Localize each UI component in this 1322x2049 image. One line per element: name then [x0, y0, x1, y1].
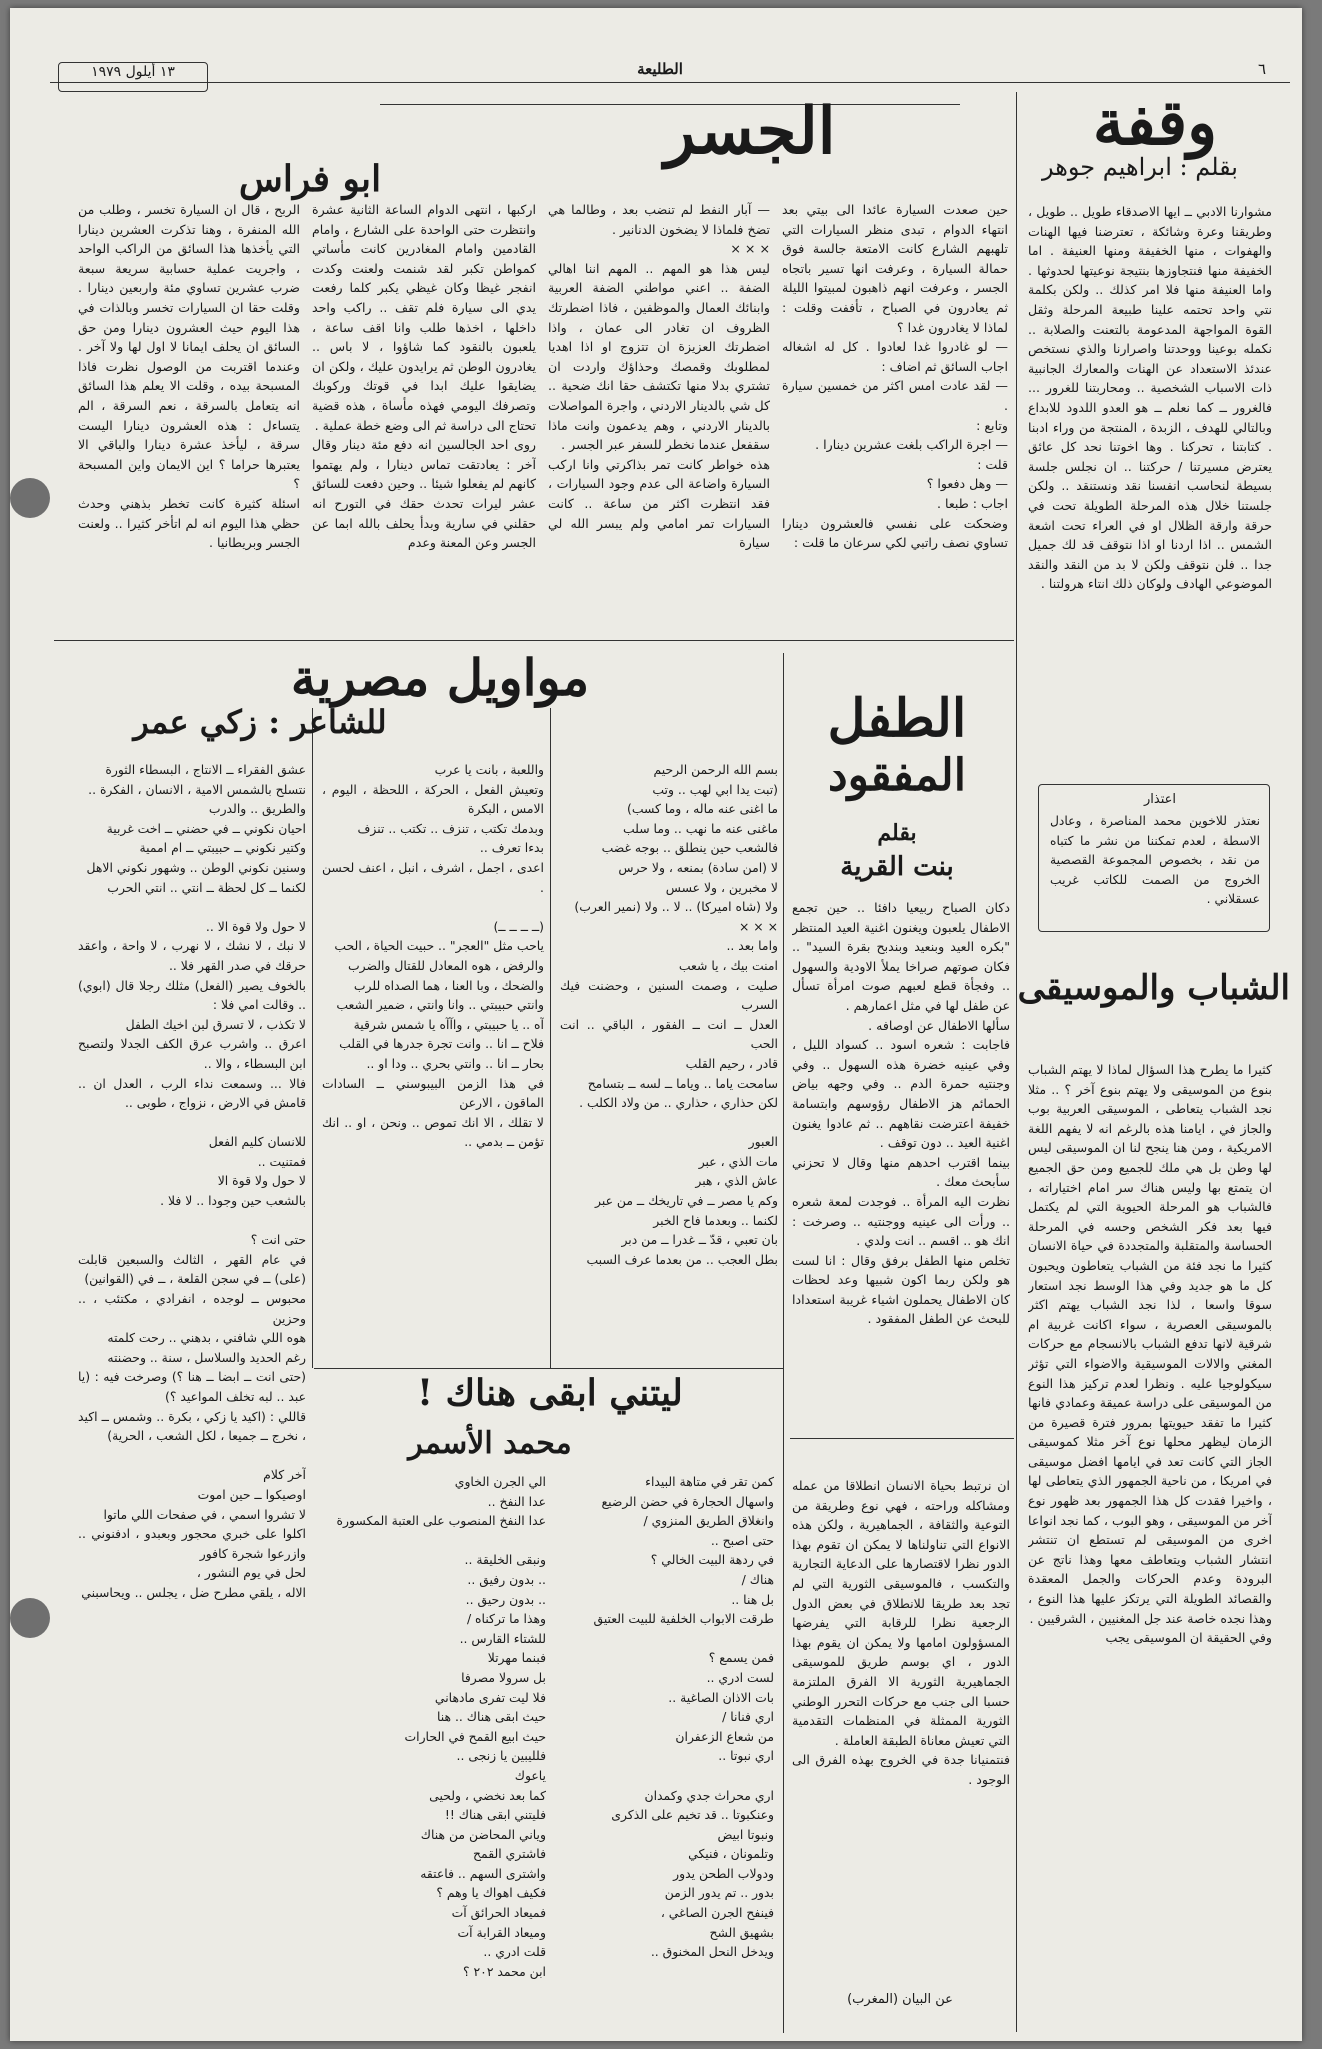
column-rule	[1016, 92, 1017, 2032]
mawawil-column-3: عشق الفقراء ــ الانتاج ، البسطاء الثورة نتسلح بالشمس الامية ، الانسان ، الفكرة .. والطريق .. والدرب احيان نكوني ــ في حضني ــ اخت غربية وكتير نكوني ــ حبيبتي ــ ام اممية وسنين نكوني الوطن .. وشهور نكوني الاهل لكنما ــ كل لحظة ــ انتي .. انتي الحرب لا حول ولا قوة الا .. لا نبك ، لا نشك ، لا نهرب ، لا واحة ، واعقد حرقك في صدر القهر فلا .. بالخوف يصير (الفعل) مثلك رجلا قال (ابوي) .. وقالت امي فلا : لا تكذب ، لا تسرق لبن اخيك الطفل اعرق .. واشرب عرق الكف الجدلا ولتصبح ابن البسطاء ، والا .. فالا ... وسمعت نداء الرب ، العدل ان .. قامش في الارض ، نزواج ، طوبى .. للانسان كليم الفعل فمتنيت .. لا حول ولا قوة الا بالشعب حين وجودا .. لا فلا . حتى انت ؟ في عام القهر ، الثالث والسبعين قابلت (على) ــ في سجن القلعة ، ــ في (القوانين) محبوس ــ لوجده ، انفرادي ، مكتئب ، .. وحزين هوه اللي شافني ، بدهني .. رحت كلمته رغم الحديد والسلاسل ، سنة .. وحضنته (حتى انت ــ ابضا ــ هنا ؟) وصرخت فيه : (يا عبد .. لبه تخلف المواعيد ؟) قاللي : (اكيد يا زكي ، بكرة .. وشمس ــ اكيد ، نخرج ــ جميعا ، لكل الشعب ، الحرية) آخر كلام اوصيكوا ــ حين اموت لا تشروا اسمي ، في صفحات اللي ماتوا اكلوا على خبري محجور وبعبدو ، ادفنوني .. وازرعوا شجرة كافور لحل في يوم النشور ، الاله ، يلقي مطرح ضل ، يجلس .. ويحاسبني	[78, 762, 306, 1600]
date-box	[58, 62, 208, 92]
column-rule	[783, 653, 784, 2033]
mawawil-column-2: واللعبة ، بانت يا عرب وتعيش الفعل ، الحركة ، اللحظة ، اليوم ، الامس ، البكرة وبدمك تكتب ، تنزف .. تكتب .. تنزف بدءا تعرف .. اعدى ، اجمل ، اشرف ، انبل ، اعنف لحسن . (ــ ــ ــ ــ) ياحب مثل "العجر" .. حبيت الحياة ، الحب والرفض ، هوه المعادل للقتال والضرب والضحك ، وبا العنا ، هما الصداه للرب وانتي حبيبتي .. وانا وانتي ، ضمير الشعب آه .. يا حبيبتي ، واآآه يا شمس شرقية فلاح ــ انا .. وانت تجرة جدرها في القلب بحار ــ انا .. وانتي بحري .. ودا او .. في هذا الزمن البيبوسني ــ السادات الماقون ، الارعن لا تقلك ، الا انك تموص .. ونحن ، او .. انك تؤمن ــ بدمي ..	[322, 762, 544, 1150]
music-body: كثيرا ما يطرح هذا السؤال لماذا لا يهتم الشباب بنوع من الموسيقى ولا يهتم بنوع آخر ؟ .. مثلا نجد الشباب يتعاطى ، الموسيقى العربية بوب والجاز في ، ايامنا هذه بالرغم انه لا يفهم اللغة الامريكية ، ومن هنا ينجح لنا ان الموسيقى ليس لها وطن بل هي ملك للجميع ومن حق الجميع ان يتمتع بها وليس هناك سر امام اختياراته ، فالشباب هو المرحلة الحيوية التي لم يكتمل فيها بعد فكر الشخص وحسه في المرحلة الحساسة والمتقلبة والمتجددة في حياة الانسان كثيرا ما نجد فئة من الشباب يتعاطون ويحبون كل ما هو جديد وفي هذا الوسط نجد استعار سوقا واسعا ، لذا نجد الشباب يهتم اكثر بالموسيقى العصرية ، سواء اكانت غربية ام شرقية لانها تدفع الشباب بالانسجام مع حركات المغني والالات الموسيقية والاضواء التي تؤثر سيكولوجيا عليه . ونظرا لعدم تركيز هذا النوع من الموسيقى على دراسة عميقة وعمادي فانها كثيرا ما تفقد حيويتها بمرور فترة قصيرة من الزمان ليظهر محلها نوع آخر مثلا كموسيقى الجاز التي كانت تعد في ايامها افضل موسيقى في امريكا ، من ناحية الجمهور الذي يتعاطى لها ، واخيرا فقدت كل هذا الجمهور بعد ظهور نوع آخر من الموسيقى ، وهو البوب ، كما نجد انواعا اخرى من الموسيقى لم تستطع ان تنتشر انتشار الشباب ويتعاطف معها وهذا ناتج عن البرودة وعدم الحركات والجمل المعقدة والقصائد الطويلة التي يرتكز عليها هذا النوع ، وهذا نجده خاصة عند جل المغنيين ، الشرقيين . وفي الحقيقة ان الموسيقى يجب	[1028, 1062, 1272, 1646]
lost-child-title-line-1: الطفل	[827, 688, 967, 749]
bridge-column-2: — آبار النفط لم تنضب بعد ، وطالما هي تضخ فلماذا لا يضخون الدنانير . × × × ليس هذا هو المهم .. المهم اننا اهالي الضفة .. اعني مواطني الضفة العربية وابنائك العمال والموظفين ، فاذا اضطرتك الظروف ان تغادر الى عمان ، واذا اضطرتك العزيزة ان تتزوج او اذا اهديا لمطلوبك وقمصك وحذاؤك واردت ان تشتري بدلا منها تكتشف حقا انك ضحية .. كل شي بالدينار الاردني ، واجرة المواصلات بالدينار الاردني ، وهم يدعمون وانت ماذا سقفعل عندما نخطر للسفر عبر الجسر . هذه خواطر كانت تمر بذاكرتي وانا اركب السيارة واضاعة الى عدم وجود السيارات ، فقد انتظرت اكثر من ساعة .. كانت السيارات تمر امامي ولم يبسر الله لي سيارة	[548, 202, 770, 551]
section-rule	[790, 1438, 1014, 1439]
waqfa-body: مشوارنا الادبي ــ ايها الاصدقاء طويل .. طويل ، وطريقنا وعرة وشائكة ، تعترضنا فيها الهنات والهفوات ، منها الخفيفة ومنها العنيفة . اما الخفيفة منها فنتجاوزها بنتيجة نوعيتها لحدوثها . واما العنيفة منها فلا امر كذلك .. ولكن بكلمة نتي واحد تحتمه علينا طبيعة المرحلة وثقل القوة المواجهة المدعومة بالتعنت والصلابة .. نكمله بوعينا ووحدتنا واصرارنا والذي نستخص عندئذ الاستعداد عن الهنات والمعارك الجانبية ذات الاسباب الشخصية .. ومحاربتنا للغرور ... فالغرور ــ كما نعلم ــ هو العدو اللدود للابداع وبالتالي للهدف ، الزبدة ، المنتجة من وراء ادبنا . كتابتنا ، تحركنا . وها اخوتنا نحد كل عائق يعترض مسيرتنا / حركتنا .. ان نجلس جلسة بسيطة لنحاسب انفسنا نقد ونستنقد .. ولكن جلستنا خلال هذه المرحلة الطويلة تحت في حرقة وارقة الظلال او في العراء تحت اشعة الشمس .. اذا اردنا او اذا نتوقف قد لك جميل جدا .. فلن نتوقف ولكن لا بد من النقد والنقد الموضوعي الهادف ولوكان ذلك انتاء هرولتنا .	[1028, 204, 1272, 592]
lost-child-title-line-2: المفقود	[828, 750, 966, 801]
apology-body: نعتذر للاخوين محمد المناصرة ، وعادل الاسطة ، لعدم تمكننا من نشر ما كتباه من نقد ، بخصوص المجموعة القصصية الخروج من الصمت للكاتب غريب عسقلاني .	[1050, 814, 1260, 907]
waqfa-byline: بقلم : ابراهيم جوهر	[1042, 153, 1238, 181]
poem-column-1: كمن تقر في متاهة البيداء واسهال الحجارة في حضن الرضيع وانغلاق الطريق المنزوي / حتى اصبح .. في ردهة البيت الخالي ؟ هناك / بل هنا .. طرقت الابواب الخلفية للبيت العتيق فمن يسمع ؟ لست ادري .. بات الاذان الصاغية .. اري فنانا / من شعاع الزعفران اري نبوتا .. اري محراث جدي وكمدان وعنكبوتا .. قد تخيم على الذكرى ونبوتا ابيض وتلمونان ، فنيكي ودولاب الطحن يدور بدور .. تم يدور الزمن فينفح الجرن الصاغي ، بشهيق الشح ويدخل النحل المخنوق ..	[593, 1474, 774, 1960]
column-rule	[550, 708, 551, 1368]
lost-child-byline-label: بقلم	[877, 820, 917, 846]
bridge-column-3: اركبها ، انتهى الدوام الساعة الثانية عشرة وانتظرت حتى الواحدة على الشارع ، وامام القادمين وامام المغادرين كانت مأساتي كمواطن تكبر لقد شنمت ولعنت وكدت انفجر غيظا وكان غيظي يكبر كلما رفعت يدي الى سيارة فلم تقف .. راكب واحد داخلها ، اخذها طلب وانا اقف ساعة ، يلعبون بالنقود كما شاؤوا ، لا باس .. يغادرون الوطن ثم يرايدون عليك ، ولكن ان يضايقوا عليك ابدا في قوتك وركوبك وتصرفك اليومي فهذه مأساة ، هذه قضية تحتاج الى دراسة ثم الى وضع خطة عملية . روى احد الجالسين انه دفع مئة دينار وقال آخر : يعادتقت تماس دينارا ، ولم يهتموا كانهم لم يفعلوا شيئا .. وحين دفعت للسائق عشر ليرات تحدث حقك في التورح انه حقلني في سارية وبدأ يحلف بالله ابما عن الجسر وعن المعنة وعدم	[312, 202, 536, 551]
moroccan-article-source: عن البيان (المغرب)	[847, 1992, 953, 2007]
lost-child-author: بنت القرية	[840, 852, 954, 882]
bridge-column-4: الربح ، قال ان السيارة تخسر ، وطلب من الله المنفرة ، وهنا تذكرت العشرين دينارا التي يأخذها هذا السائق من الراكب الواحد ، واجريت عملية حسابية سريعة سبعة ضرب عشرين تساوي مئة واربعين دينارا . وقلت حقا ان السيارات تخسر وبالذات في هذا اليوم حيث العشرون دينارا ومن حق السائق ان يحلف ايمانا لا اول لها ولا آخر . وعندما اقتربت من الوصول نظرت فاذا المسبحة بيده ، وقلت الا يعلم هذا السائق انه يتعامل بالسرقة ، نعم السرقة ، الم يتساءل : هذه العشرون دينارا اليست سرقة ، ليأخذ عشرة دينارا والباقي الا يعتبرها حراما ؟ اين الايمان واين المسبحة ؟ اسئلة كثيرة كانت تخطر بذهني وحدث حظي هذا اليوم انه لم اتأخر كثيرا .. ولعنت الجسر وبريطانيا .	[78, 202, 300, 551]
poem-title: ليتني ابقى هناك !	[417, 1372, 683, 1414]
bridge-author: ابو فراس	[238, 158, 382, 200]
page-number: ٦	[1258, 60, 1267, 78]
section-rule	[314, 1368, 784, 1369]
column-rule	[312, 708, 313, 1368]
issue-date: ١٣ أيلول ١٩٧٩	[91, 64, 175, 80]
header-rule	[50, 82, 1290, 83]
lost-child-body: دكان الصباح ربيعيا دافئا .. حين تجمع الاطفال يلعبون ويغنون اغنية العيد المنتظر "بكره العيد وبنعيد وبندبح بقرة السيد" .. فكان صوتهم صراخا يملأ الاودية والسهول .. وفجأة قطع لعبهم صوت امرأة تسأل عن طفل لها في مثل اعمارهم . سألها الاطفال عن اوصافه . فاجابت : شعره اسود .. كسواد الليل ، وفي عينيه خضرة هذه السهول .. وفي وجنتيه حمرة الدم .. وفي وجهه بياض الحمائم هز الاطفال رؤوسهم وابتسامة خفيفة اعترضت نقاههم .. ثم عادوا يغنون اغنية العيد .. دون توقف . بينما اقترب احدهم منها وقال لا تحزني سأبحث معك . نظرت اليه المرأة .. فوجدت لمعة شعره .. ورأت الى عينيه ووجنتيه .. وصرخت : انك هو .. اقسم .. انت ولدي . تخلص منها الطفل برفق وقال : انا لست هو ولكن ربما اكون شبيها وعد لحظات كان الاطفال يحملون اشياء غريبة استعدادا للبحث عن الطفل المفقود .	[792, 900, 1010, 1327]
music-title: الشباب والموسيقى	[1017, 968, 1290, 1008]
binder-hole	[10, 478, 50, 518]
bridge-column-1: حين صعدت السيارة عائدا الى بيتي بعد انتهاء الدوام ، تبدى منظر السيارات التي تلهبهم الشارع كانت الامتعة جالسة فوق حمالة السيارة ، وعرفت انها تسير باتجاه الجسر ، وعرفت انهم ذاهبون لمبيتوا الليلة ثم يعادرون في الصباح ، تأففت وقلت : لماذا لا يغادرون غدا ؟ — لو غادروا غدا لعادوا . كل له اشغاله اجاب السائق ثم اضاف : — لقد عادت امس اكثر من خمسين سيارة . وتابع : — اجرة الراكب بلغت عشرين دينارا . قلت : — وهل دفعوا ؟ اجاب : طبعا . وضحكت على نفسي فالعشرون دينارا تساوي نصف راتبي لكي سرعان ما قلت :	[782, 202, 1008, 551]
newspaper-page	[10, 8, 1302, 2041]
poem-author: محمد الأسمر	[408, 1426, 572, 1461]
newspaper-name: الطليعة	[637, 60, 683, 78]
apology-title: اعتذار	[1143, 792, 1176, 807]
moroccan-article-body: ان نرتبط بحياة الانسان انطلاقا من عمله ومشاكله وراحته ، فهي نوع وطريقة من التوعية والثقافة ، الجماهيرية ، ولكن هذه الانواع التي تناولناها لا يمكن ان تقوم بهذا الدور نظرا لاقتصارها على الدعاية التجارية والتكسب ، فالموسيقى الثورية التي لم تجد بعد طريقا للانطلاق في بعض الدول الرجعية نظرا للرقابة التي يفرضها المسؤولون امامها ولا يمكن ان يقوم بهذا الدور ، اي بوسم طريق للموسيقى الجماهيرية الثورية الا الفرق الملتزمة حسبا الى جنب مع حركات التحرر الوطني الثورية الممثلة في المنظمات التقدمية التي تعيش معاناة الطبقة العاملة . فنتمنيانا جدة في الخروج بهذه الفرق الى الوجود .	[792, 1478, 1010, 1787]
mawawil-title: مواويل مصرية	[290, 648, 590, 707]
waqfa-title: وقفة	[1092, 86, 1218, 159]
mawawil-column-1: بسم الله الرحمن الرحيم (تبت يدا ابي لهب .. وتب ما اغنى عنه ماله ، وما كسب) ماغنى عنه ما نهب .. وما سلب فالشعب حين ينطلق .. بوجه غضب لا (امن سادة) بمنعه ، ولا حرس لا مخبرين ، ولا عسس ولا (شاه اميركا) .. لا .. ولا (نمير العرب) × × × واما بعد .. امنت بيك ، يا شعب صليت ، وصمت السنين ، وحضنت فيك السرب العدل ــ انت ــ الفقور ، الباقي .. انت الحب قادر ، رحيم القلب سامحت ياما .. وياما ــ لسه ــ بتسامح لكن حذاري ، حذاري .. من ولاد الكلب . العبور مات الذي ، عبر عاش الذي ، هبر وكم يا مصر ــ في تاريخك ــ من عبر لكنما .. وبعدما فاح الخبر بان تعبي ، قدّ ــ غدرا ــ من دبر بطل العجب .. من بعدما عرف السبب	[560, 762, 778, 1267]
mawawil-poet: للشاعر : زكي عمر	[133, 703, 387, 741]
poem-column-2: الي الجرن الخاوي عدا النفخ .. عدا النفخ المنصوب على العتبة المكسورة ونبقى الخليقة .. .. بدون رفيق .. .. بدون رحيق .. وهذا ما تركناه / للشتاء القارس .. فبنما مهرتلا بل سرولا مصرفا فلا ليت تفرى مادهاني حيث ابقى هناك .. هنا حيث ابيع القمح في الحارات فلليبين يا زنجى .. ياعوك كما بعد نخضي ، ولحيى فليتني ابقى هناك !! وياني المحاضن من هناك فاشتري القمح واشترى السهم .. فاعتقه فكيف اهواك يا وهم ؟ فميعاد الحرائق آت وميعاد القرابة آت قلت ادري .. ابن محمد ٢٠٢ ؟	[336, 1474, 546, 1979]
bridge-title: الجسر	[664, 94, 836, 169]
binder-hole	[10, 1598, 50, 1638]
section-rule	[54, 640, 1014, 641]
